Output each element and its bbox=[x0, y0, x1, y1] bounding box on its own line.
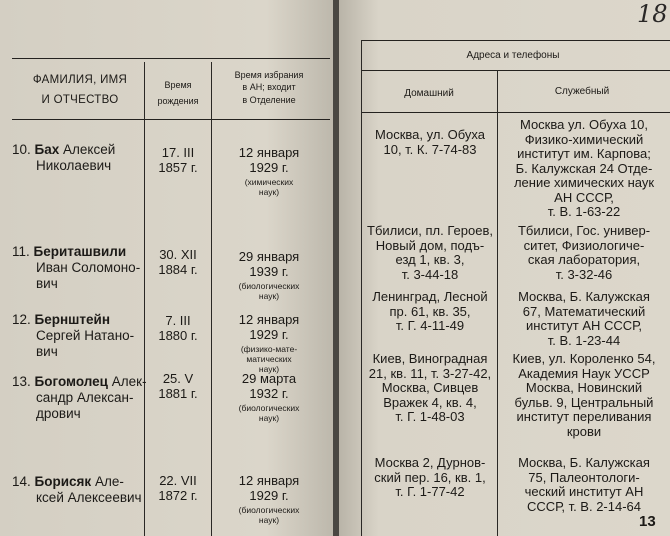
row-13-home: Киев, Виноградная 21, кв. 11, т. 3-27-42, Москва, Сивцев Вражек 4, кв. 4, т. Г. 1-48-03 bbox=[368, 351, 492, 425]
right-header-bottom-rule bbox=[361, 112, 670, 113]
row-14-elected: 12 января 1929 г. bbox=[238, 473, 300, 503]
header-name-line-2: И ОТЧЕСТВО bbox=[41, 94, 119, 107]
column-divider-2 bbox=[211, 62, 212, 536]
row-10-section: (химических наук) bbox=[244, 177, 294, 197]
row-13-birth: 25. V 1881 г. bbox=[158, 371, 198, 401]
header-elect-col bbox=[213, 70, 325, 105]
left-page bbox=[0, 0, 333, 536]
row-12-home: Ленинград, Лесной пр. 61, кв. 35, т. Г. 4-11-49 bbox=[372, 289, 488, 334]
header-name-col bbox=[18, 74, 142, 107]
row-11-home: Тбилиси, пл. Героев, Новый дом, подъ- езд 1, кв. 3, т. 3-44-18 bbox=[367, 223, 493, 282]
header-birth-line-1: Время bbox=[164, 80, 192, 90]
table-top-rule bbox=[12, 58, 330, 59]
row-14-home: Москва 2, Дурнов- ский пер. 16, кв. 1, т. Г. 1-77-42 bbox=[374, 455, 486, 500]
header-work-col: Служебный bbox=[554, 86, 610, 97]
column-divider-1 bbox=[144, 62, 145, 536]
row-10-work: Москва ул. Обуха 10, Физико-химический институт им. Карпова; Б. Калужская 24 Отде- ление химических наук АН СССР, т. В. 1-63-22 bbox=[513, 117, 655, 220]
right-page bbox=[339, 0, 670, 536]
row-12-section: (физико-мате- матических наук) bbox=[240, 344, 298, 374]
row-14-birth: 22. VII 1872 г. bbox=[158, 473, 198, 503]
header-elect-line-2: в АН; входит bbox=[242, 82, 296, 93]
row-12-work: Москва, Б. Калужская 67, Математический институт АН СССР, т. В. 1-23-44 bbox=[518, 289, 650, 348]
header-bottom-rule bbox=[12, 119, 330, 120]
row-12-elected: 12 января 1929 г. bbox=[238, 312, 300, 342]
row-11-birth: 30. XII 1884 г. bbox=[158, 247, 198, 277]
header-birth-col bbox=[146, 80, 210, 107]
row-13-section: (биологических наук) bbox=[238, 403, 300, 423]
row-14-name: 14. Борисяк Але- ксей Алексеевич bbox=[12, 474, 142, 506]
right-column-divider-0 bbox=[361, 40, 362, 536]
row-12-name: 12. Бернштейн Сергей Натано- вич bbox=[12, 312, 135, 360]
page-number: 13 bbox=[639, 513, 656, 530]
header-elect-line-3: в Отделение bbox=[242, 94, 296, 105]
header-birth-line-2: рождения bbox=[157, 96, 199, 107]
row-14-section: (биологических наук) bbox=[238, 505, 300, 525]
right-table-top-rule bbox=[361, 40, 670, 41]
row-11-name: 11. Бериташвили Иван Соломоно- вич bbox=[12, 244, 141, 292]
row-11-section: (биологических наук) bbox=[238, 281, 300, 301]
header-home-col: Домашний bbox=[404, 88, 454, 99]
right-column-divider-1 bbox=[497, 70, 498, 536]
row-11-work: Тбилиси, Гос. универ- ситет, Физиологиче- ская лаборатория, т. 3-32-46 bbox=[517, 223, 651, 282]
row-13-work: Киев, ул. Короленко 54, Академия Наук УССР Москва, Новинский бульв. 9, Центральный институт переливания крови bbox=[512, 351, 656, 439]
row-13-elected: 29 марта 1932 г. bbox=[241, 371, 297, 401]
row-10-name: 10. Бах Алексей Николаевич bbox=[12, 142, 116, 174]
address-group-rule bbox=[361, 70, 670, 71]
header-name-line-1: ФАМИЛИЯ, ИМЯ bbox=[32, 74, 128, 86]
row-10-birth: 17. III 1857 г. bbox=[158, 145, 198, 175]
row-13-name: 13. Богомолец Алек- сандр Алексан- дрович bbox=[12, 374, 147, 422]
row-12-birth: 7. III 1880 г. bbox=[158, 313, 198, 343]
header-address-group: Адреса и телефоны bbox=[466, 50, 560, 61]
row-10-elected: 12 января 1929 г. bbox=[238, 145, 300, 175]
handwritten-mark: 18 bbox=[637, 0, 668, 28]
row-11-elected: 29 января 1939 г. bbox=[238, 249, 300, 279]
header-elect-line-1: Время избрания bbox=[234, 70, 304, 80]
row-10-home: Москва, ул. Обуха 10, т. К. 7-74-83 bbox=[375, 127, 485, 157]
row-14-work: Москва, Б. Калужская 75, Палеонтологи- ческий институт АН СССР, т. В. 2-14-64 bbox=[518, 455, 650, 514]
